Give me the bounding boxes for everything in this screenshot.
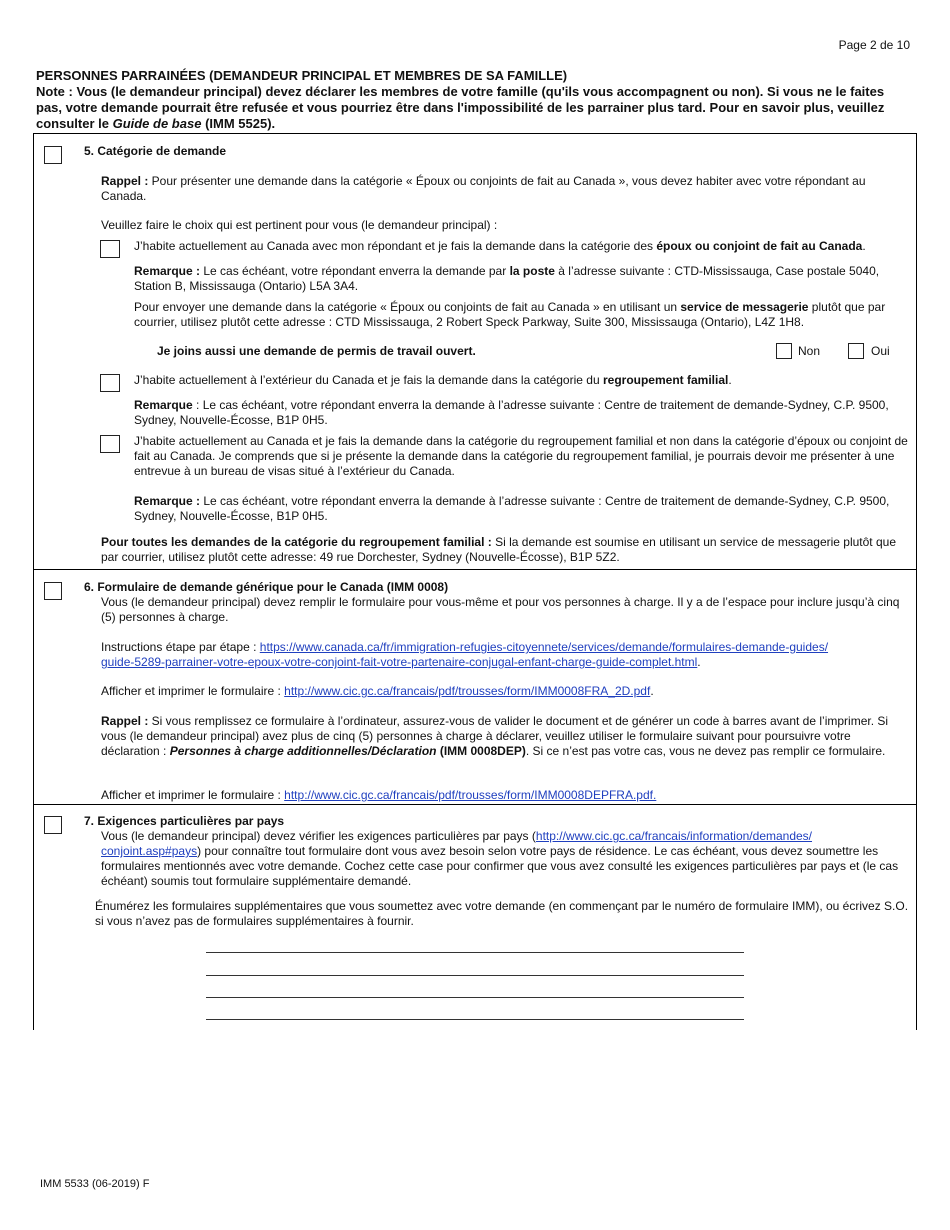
option2-text: J’habite actuellement à l’extérieur du Canada et je fais la demande dans la catégorie du regroupement familial. — [134, 373, 732, 387]
section6-print-dep: Afficher et imprimer le formulaire : http://www.cic.gc.ca/francais/pdf/trousses/form/IMM0008DEPFRA.pdf. — [101, 788, 657, 802]
work-permit-oui-checkbox[interactable] — [848, 343, 864, 359]
option1-remark: Remarque : Le cas échéant, votre répondant enverra la demande par la poste à l’adresse suivante : CTD-Mississauga, Case postale 5040, Station B, Mississauga (Ontario) L5A 3A4. — [134, 264, 880, 293]
option3-checkbox[interactable] — [100, 435, 120, 453]
section6-print-form: Afficher et imprimer le formulaire : http://www.cic.gc.ca/francais/pdf/trousses/form/IMM0008FRA_2D.pdf. — [101, 684, 654, 698]
section5-checkbox[interactable] — [44, 146, 62, 164]
option3-remark: Remarque : Le cas échéant, votre répondant enverra la demande à l’adresse suivante : Centre de traitement de demande-Sydney, C.P. 9500, Sydney, Nouvelle-Écosse, B1P 0H5. — [134, 494, 890, 523]
section6-instructions: Instructions étape par étape : https://www.canada.ca/fr/immigration-refugies-citoyennete/services/demande/formulaires-demande-guides/ guide-5289-parrainer-votre-epoux-votre-conjoint-fait-votre-partenaire-conjugal-enfant-charge-guide-complet.html. — [101, 640, 829, 669]
option2-remark: Remarque : Le cas échéant, votre répondant enverra la demande à l’adresse suivante : Centre de traitement de demande-Sydney, C.P. 9500, Sydney, Nouvelle-Écosse, B1P 0H5. — [134, 398, 889, 427]
divider-6-7 — [33, 804, 917, 805]
section5-choose: Veuillez faire le choix qui est pertinent pour vous (le demandeur principal) : — [101, 218, 498, 232]
frame-right — [916, 133, 917, 1030]
section7-text: Vous (le demandeur principal) devez vérifier les exigences particulières par pays (http://www.cic.gc.ca/francais/information/demandes/ conjoint.asp#pays) pour connaître tout formulaire dont vous avez besoin selon votre pays de résidence. Le cas échéant, vous devez soumettre les formulaires mentionnés avec votre demande. Cochez cette case pour confirmer que vous avez consulté les exigences particulières par pays et (le cas échéant) soumis tout formulaire supplémentaire demandé. — [101, 829, 899, 888]
section6-heading: 6. Formulaire de demande générique pour le Canada (IMM 0008) — [84, 580, 449, 594]
frame-left — [33, 133, 34, 1030]
option1-checkbox[interactable] — [100, 240, 120, 258]
header-note: Note : Vous (le demandeur principal) devez déclarer les membres de votre famille (qu'ils vous accompagnent ou non). Si vous ne le faites pas, votre demande pourrait être refusée et vous pourriez être dans l'impossibilité de les parrainer plus tard. Pour en savoir plus, veuillez consulter le Guide de base (IMM 5525). — [36, 84, 885, 131]
country-requirements-link[interactable]: http://www.cic.gc.ca/francais/information/demandes/ — [535, 829, 813, 843]
instructions-link[interactable]: https://www.canada.ca/fr/immigration-refugies-citoyennete/services/demande/formulaires-demande-guides/ — [259, 640, 829, 654]
family-class-note: Pour toutes les demandes de la catégorie du regroupement familial : Si la demande est soumise en utilisant un service de messagerie plutôt que par courrier, utilisez plutôt cette adresse: 49 rue Dorchester, Sydney (Nouvelle-Écosse), B1P 5Z2. — [101, 535, 896, 564]
section7-enumerate: Énumérez les formulaires supplémentaires que vous soumettez avec votre demande (en commençant par le numéro de formulaire IMM), ou écrivez S.O. si vous n’avez pas de formulaires supplémentaires à fournir. — [95, 899, 909, 928]
option1-text: J’habite actuellement au Canada avec mon répondant et je fais la demande dans la catégorie des époux ou conjoint de fait au Canada. — [134, 239, 866, 253]
section7-checkbox[interactable] — [44, 816, 62, 834]
work-permit-non-checkbox[interactable] — [776, 343, 792, 359]
imm0008-link[interactable]: http://www.cic.gc.ca/francais/pdf/trousses/form/IMM0008FRA_2D.pdf — [284, 684, 651, 698]
header-title: PERSONNES PARRAINÉES (DEMANDEUR PRINCIPAL ET MEMBRES DE SA FAMILLE) — [36, 68, 568, 83]
section6-block — [84, 580, 908, 625]
section7-heading: 7. Exigences particulières par pays — [84, 814, 285, 828]
work-permit-oui-label: Oui — [871, 344, 890, 358]
work-permit-label: Je joins aussi une demande de permis de travail ouvert. — [157, 344, 476, 358]
additional-form-line-2[interactable] — [206, 975, 744, 976]
imm0008dep-link[interactable]: http://www.cic.gc.ca/francais/pdf/trousses/form/IMM0008DEPFRA.pdf. — [284, 788, 657, 802]
country-requirements-link-cont[interactable]: conjoint.asp#pays — [101, 844, 198, 858]
frame-top — [33, 133, 917, 134]
divider-5-6 — [33, 569, 917, 570]
option2-checkbox[interactable] — [100, 374, 120, 392]
section6-intro: Vous (le demandeur principal) devez remplir le formulaire pour vous-même et pour vos personnes à charge. Il y a de l’espace pour inclure jusqu’à cinq (5) personnes à charge. — [101, 595, 900, 624]
work-permit-non-label: Non — [798, 344, 821, 358]
option3-text: J’habite actuellement au Canada et je fais la demande dans la catégorie du regroupement familial et non dans la catégorie d’époux ou conjoint de fait au Canada. Je comprends que si je présente la demande dans la catégorie du regroupement familial, je pourrais devoir me présenter à une entrevue à un bureau de visas situé à l’extérieur du Canada. — [134, 434, 908, 478]
section7-block — [84, 814, 910, 889]
page-number: Page 2 de 10 — [838, 38, 910, 52]
section6-rappel: Rappel : Si vous remplissez ce formulaire à l’ordinateur, assurez-vous de valider le document et de générer un code à barres avant de l’imprimer. Si vous (le demandeur principal) avez plus de cinq (5) personnes à charge à déclarer, veuillez utiliser le formulaire suivant pour poursuivre votre déclaration : Personnes à charge additionnelles/Déclaration (IMM 0008DEP). Si ce n’est pas votre cas, vous ne devez pas remplir ce formulaire. — [101, 714, 889, 758]
form-footer: IMM 5533 (06-2019) F — [40, 1178, 150, 1190]
courier-note: Pour envoyer une demande dans la catégorie « Époux ou conjoints de fait au Canada » en utilisant un service de messagerie plutôt que par courrier, utilisez plutôt cette adresse : CTD Mississauga, 2 Robert Speck Parkway, Suite 300, Mississauga (Ontario), L4Z 1H8. — [134, 300, 886, 329]
section6-checkbox[interactable] — [44, 582, 62, 600]
header — [36, 68, 912, 132]
additional-form-line-3[interactable] — [206, 997, 744, 998]
instructions-link-cont[interactable]: guide-5289-parrainer-votre-epoux-votre-conjoint-fait-votre-partenaire-conjugal-enfant-charge-guide-complet.html — [101, 655, 698, 669]
additional-form-line-4[interactable] — [206, 1019, 744, 1020]
additional-form-line-1[interactable] — [206, 952, 744, 953]
section5-heading: 5. Catégorie de demande — [84, 144, 227, 158]
section5-rappel: Rappel : Pour présenter une demande dans la catégorie « Époux ou conjoints de fait au Canada », vous devez habiter avec votre répondant au Canada. — [101, 174, 866, 203]
